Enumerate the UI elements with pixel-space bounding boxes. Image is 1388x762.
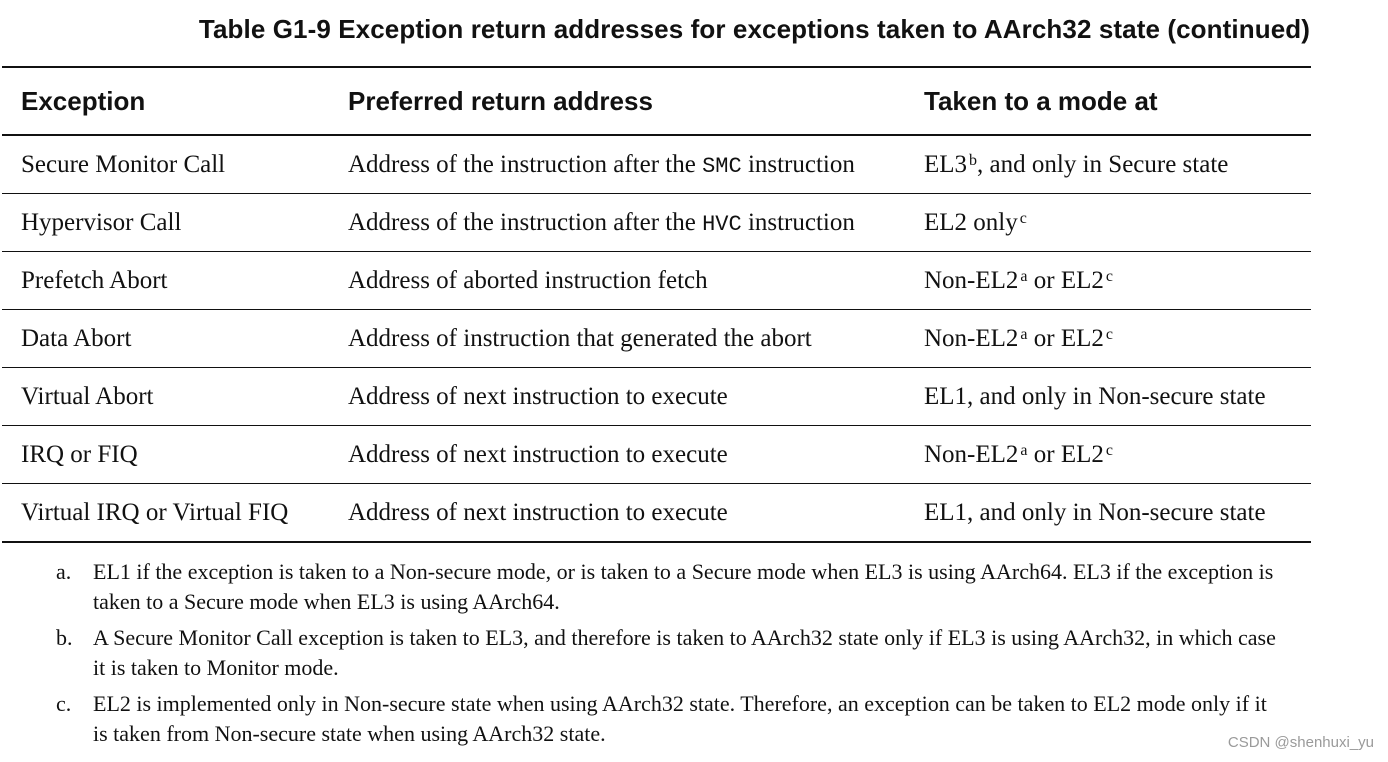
cell-exception: Secure Monitor Call (21, 150, 226, 178)
footnote-b (56, 623, 1276, 683)
table-row (2, 135, 1311, 194)
cell-address: Address of next instruction to execute (348, 498, 728, 526)
footnote-marker: b. (56, 625, 73, 650)
cell-address: Address of instruction that generated the abort (348, 324, 812, 352)
footnote-marker: c. (56, 691, 72, 716)
footnote-ref: c (1105, 441, 1114, 459)
footnote-marker: a. (56, 559, 72, 584)
mode-text: or EL2 (1027, 440, 1104, 468)
watermark: CSDN @shenhuxi_yu (1227, 734, 1374, 751)
cell-exception: Virtual Abort (21, 382, 154, 410)
cell-address: Address of next instruction to execute (348, 440, 728, 468)
cell-exception: IRQ or FIQ (21, 440, 138, 468)
mode-text: EL2 only (924, 208, 1018, 236)
address-text: Address of the instruction after the (348, 150, 703, 178)
table-body (2, 135, 1311, 542)
cell-address: Address of aborted instruction fetch (348, 266, 708, 294)
header-row (2, 67, 1311, 135)
cell-mode (905, 252, 1311, 310)
table-row (2, 252, 1311, 310)
cell-exception: Data Abort (21, 324, 132, 352)
cell-mode (905, 194, 1311, 252)
address-text: instruction (741, 150, 855, 178)
cell-address: Address of next instruction to execute (348, 382, 728, 410)
mode-text: Non-EL2 (924, 266, 1019, 294)
mode-text: , and only in Secure state (977, 150, 1229, 178)
footnote-ref: a (1020, 325, 1028, 343)
cell-mode (905, 310, 1311, 368)
cell-mode (905, 135, 1311, 194)
table-row (2, 310, 1311, 368)
cell-mode: EL1, and only in Non-secure state (924, 382, 1266, 410)
footnote-c (56, 689, 1276, 749)
mode-text: Non-EL2 (924, 324, 1019, 352)
cell-address (329, 135, 905, 194)
cell-exception: Virtual IRQ or Virtual FIQ (21, 498, 289, 526)
exception-table (2, 66, 1311, 543)
header-exception: Exception (21, 85, 146, 116)
header-taken-to-mode: Taken to a mode at (924, 85, 1158, 116)
cell-address (329, 194, 905, 252)
table-row (2, 484, 1311, 543)
address-text: instruction (741, 208, 855, 236)
table-row (2, 426, 1311, 484)
footnote-ref: c (1019, 209, 1027, 227)
cell-mode (905, 426, 1311, 484)
table-title: Table G1-9 Exception return addresses for exceptions taken to AArch32 state (continued) (198, 14, 1310, 44)
footnotes (56, 557, 1276, 755)
footnote-ref: a (1020, 441, 1028, 459)
footnote-ref: b (969, 151, 978, 169)
cell-exception: Hypervisor Call (21, 208, 182, 236)
mode-text: or EL2 (1027, 324, 1104, 352)
footnote-a (56, 557, 1276, 617)
instruction-code: HVC (702, 211, 742, 237)
footnote-ref: a (1020, 267, 1028, 285)
footnote-ref: c (1105, 325, 1114, 343)
mode-text: Non-EL2 (924, 440, 1019, 468)
footnote-text: EL2 is implemented only in Non-secure state when using AArch32 state. Therefore, an exception can be taken to EL2 mode only if it is taken from Non-secure state when using AArch32 state. (93, 691, 1267, 746)
footnote-text: A Secure Monitor Call exception is taken to EL3, and therefore is taken to AArch32 state only if EL3 is using AArch32, in which case it is taken to Monitor mode. (93, 625, 1276, 680)
table-header (2, 67, 1311, 135)
table-row (2, 194, 1311, 252)
cell-mode: EL1, and only in Non-secure state (924, 498, 1266, 526)
table (2, 66, 1311, 543)
footnote-text: EL1 if the exception is taken to a Non-secure mode, or is taken to a Secure mode when EL3 is using AArch64. EL3 if the exception is taken to a Secure mode when EL3 is using AArch64. (93, 559, 1274, 614)
table-row (2, 368, 1311, 426)
instruction-code: SMC (702, 153, 742, 179)
mode-text: or EL2 (1027, 266, 1104, 294)
cell-exception: Prefetch Abort (21, 266, 168, 294)
header-preferred-return-address: Preferred return address (348, 85, 653, 116)
mode-text: EL3 (924, 150, 968, 178)
footnote-ref: c (1105, 267, 1114, 285)
address-text: Address of the instruction after the (348, 208, 703, 236)
